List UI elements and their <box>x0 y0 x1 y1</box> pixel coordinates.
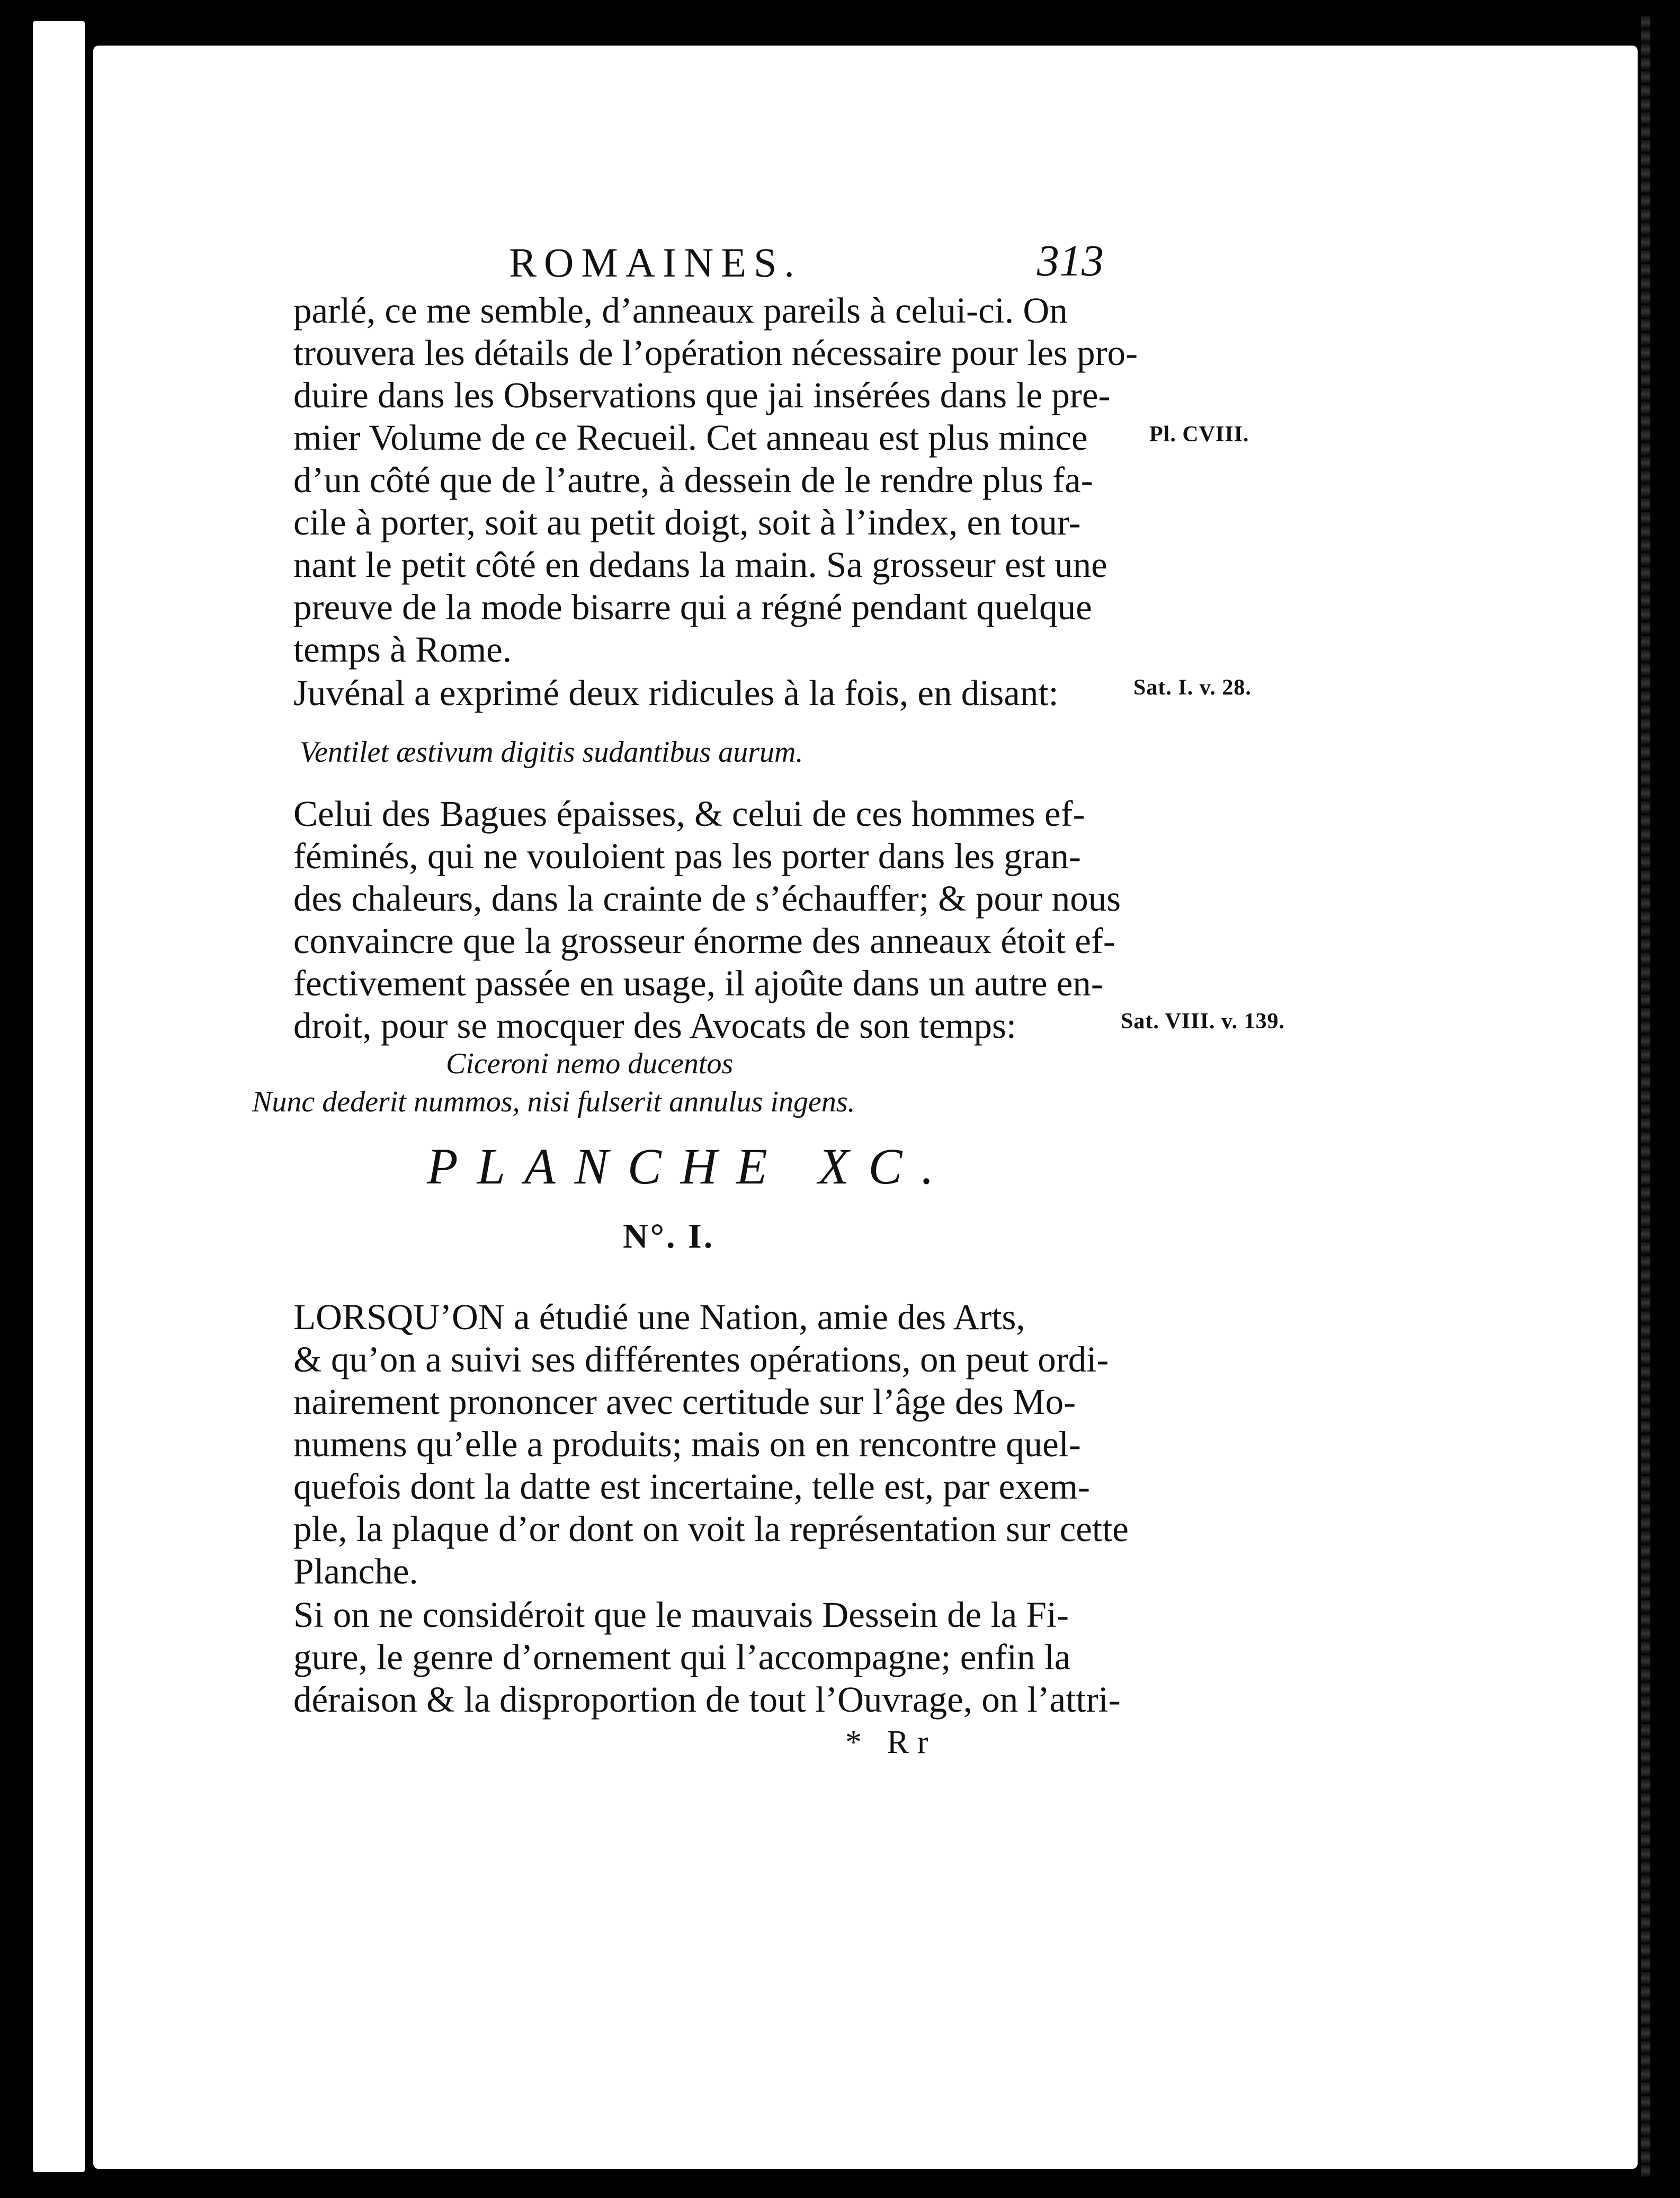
book-page <box>93 46 1638 2169</box>
text-line: & qu’on a suivi ses différentes opérations, on peut ordi- <box>293 1339 1109 1380</box>
text-line: féminés, qui ne vouloient pas les porter dans les gran- <box>293 836 1081 876</box>
text-line: ple, la plaque d’or dont on voit la représentation sur cette <box>293 1509 1129 1549</box>
text-line: nant le petit côté en dedans la main. Sa grosseur est une <box>293 545 1107 585</box>
text-line: Celui des Bagues épaisses, & celui de ces hommes ef- <box>293 794 1085 834</box>
text-line: droit, pour se mocquer des Avocats de son temps: <box>293 1005 1017 1046</box>
latin-verse: Nunc dederit nummos, nisi fulserit annulus ingens. <box>252 1085 855 1118</box>
text-line: preuve de la mode bisarre qui a régné pendant quelque <box>293 587 1092 627</box>
margin-note: Sat. VIII. v. 139. <box>1121 1009 1285 1034</box>
text-line: des chaleurs, dans la crainte de s’échauffer; & pour nous <box>293 878 1121 919</box>
text-line: Planche. <box>293 1551 418 1591</box>
page-number: 313 <box>1037 236 1104 286</box>
text-line: fectivement passée en usage, il ajoûte dans un autre en- <box>293 963 1103 1003</box>
margin-note: Sat. I. v. 28. <box>1133 675 1252 700</box>
text-line: temps à Rome. <box>293 629 512 670</box>
text-line: duire dans les Observations que jai insérées dans le pre- <box>293 375 1111 415</box>
text-line: gure, le genre d’ornement qui l’accompagne; enfin la <box>293 1637 1071 1677</box>
text-line: quefois dont la datte est incertaine, telle est, par exem- <box>293 1466 1090 1507</box>
text-line: cile à porter, soit au petit doigt, soit à l’index, en tour- <box>293 502 1081 542</box>
text-line: déraison & la disproportion de tout l’Ouvrage, on l’attri- <box>293 1679 1121 1720</box>
text-line: nairement prononcer avec certitude sur l’âge des Mo- <box>293 1382 1076 1422</box>
signature-mark: * Rr <box>845 1724 937 1760</box>
latin-verse: Ventilet æstivum digitis sudantibus aurum. <box>300 736 803 769</box>
text-line: mier Volume de ce Recueil. Cet anneau est plus mince <box>293 417 1088 458</box>
margin-note: Pl. CVIII. <box>1149 422 1249 447</box>
plate-title: PLANCHE XC. <box>427 1138 953 1195</box>
text-line: d’un côté que de l’autre, à dessein de le rendre plus fa- <box>293 460 1093 500</box>
text-line: parlé, ce me semble, d’anneaux pareils à celui-ci. On <box>293 290 1068 331</box>
latin-verse: Ciceroni nemo ducentos <box>446 1047 734 1080</box>
page-stack-edge <box>1641 16 1650 2177</box>
previous-page-edge <box>33 21 85 2172</box>
running-title: ROMAINES. <box>509 239 802 286</box>
text-line: LORSQU’ON a étudié une Nation, amie des Arts, <box>293 1297 1025 1337</box>
text-line: convaincre que la grosseur énorme des anneaux étoit ef- <box>293 921 1115 961</box>
text-line: Si on ne considéroit que le mauvais Dessein de la Fi- <box>293 1595 1069 1635</box>
plate-number: N°. I. <box>623 1217 715 1256</box>
text-line: trouvera les détails de l’opération nécessaire pour les pro- <box>293 333 1138 373</box>
text-line: Juvénal a exprimé deux ridicules à la fois, en disant: <box>293 673 1059 713</box>
text-line: numens qu’elle a produits; mais on en rencontre quel- <box>293 1424 1081 1464</box>
